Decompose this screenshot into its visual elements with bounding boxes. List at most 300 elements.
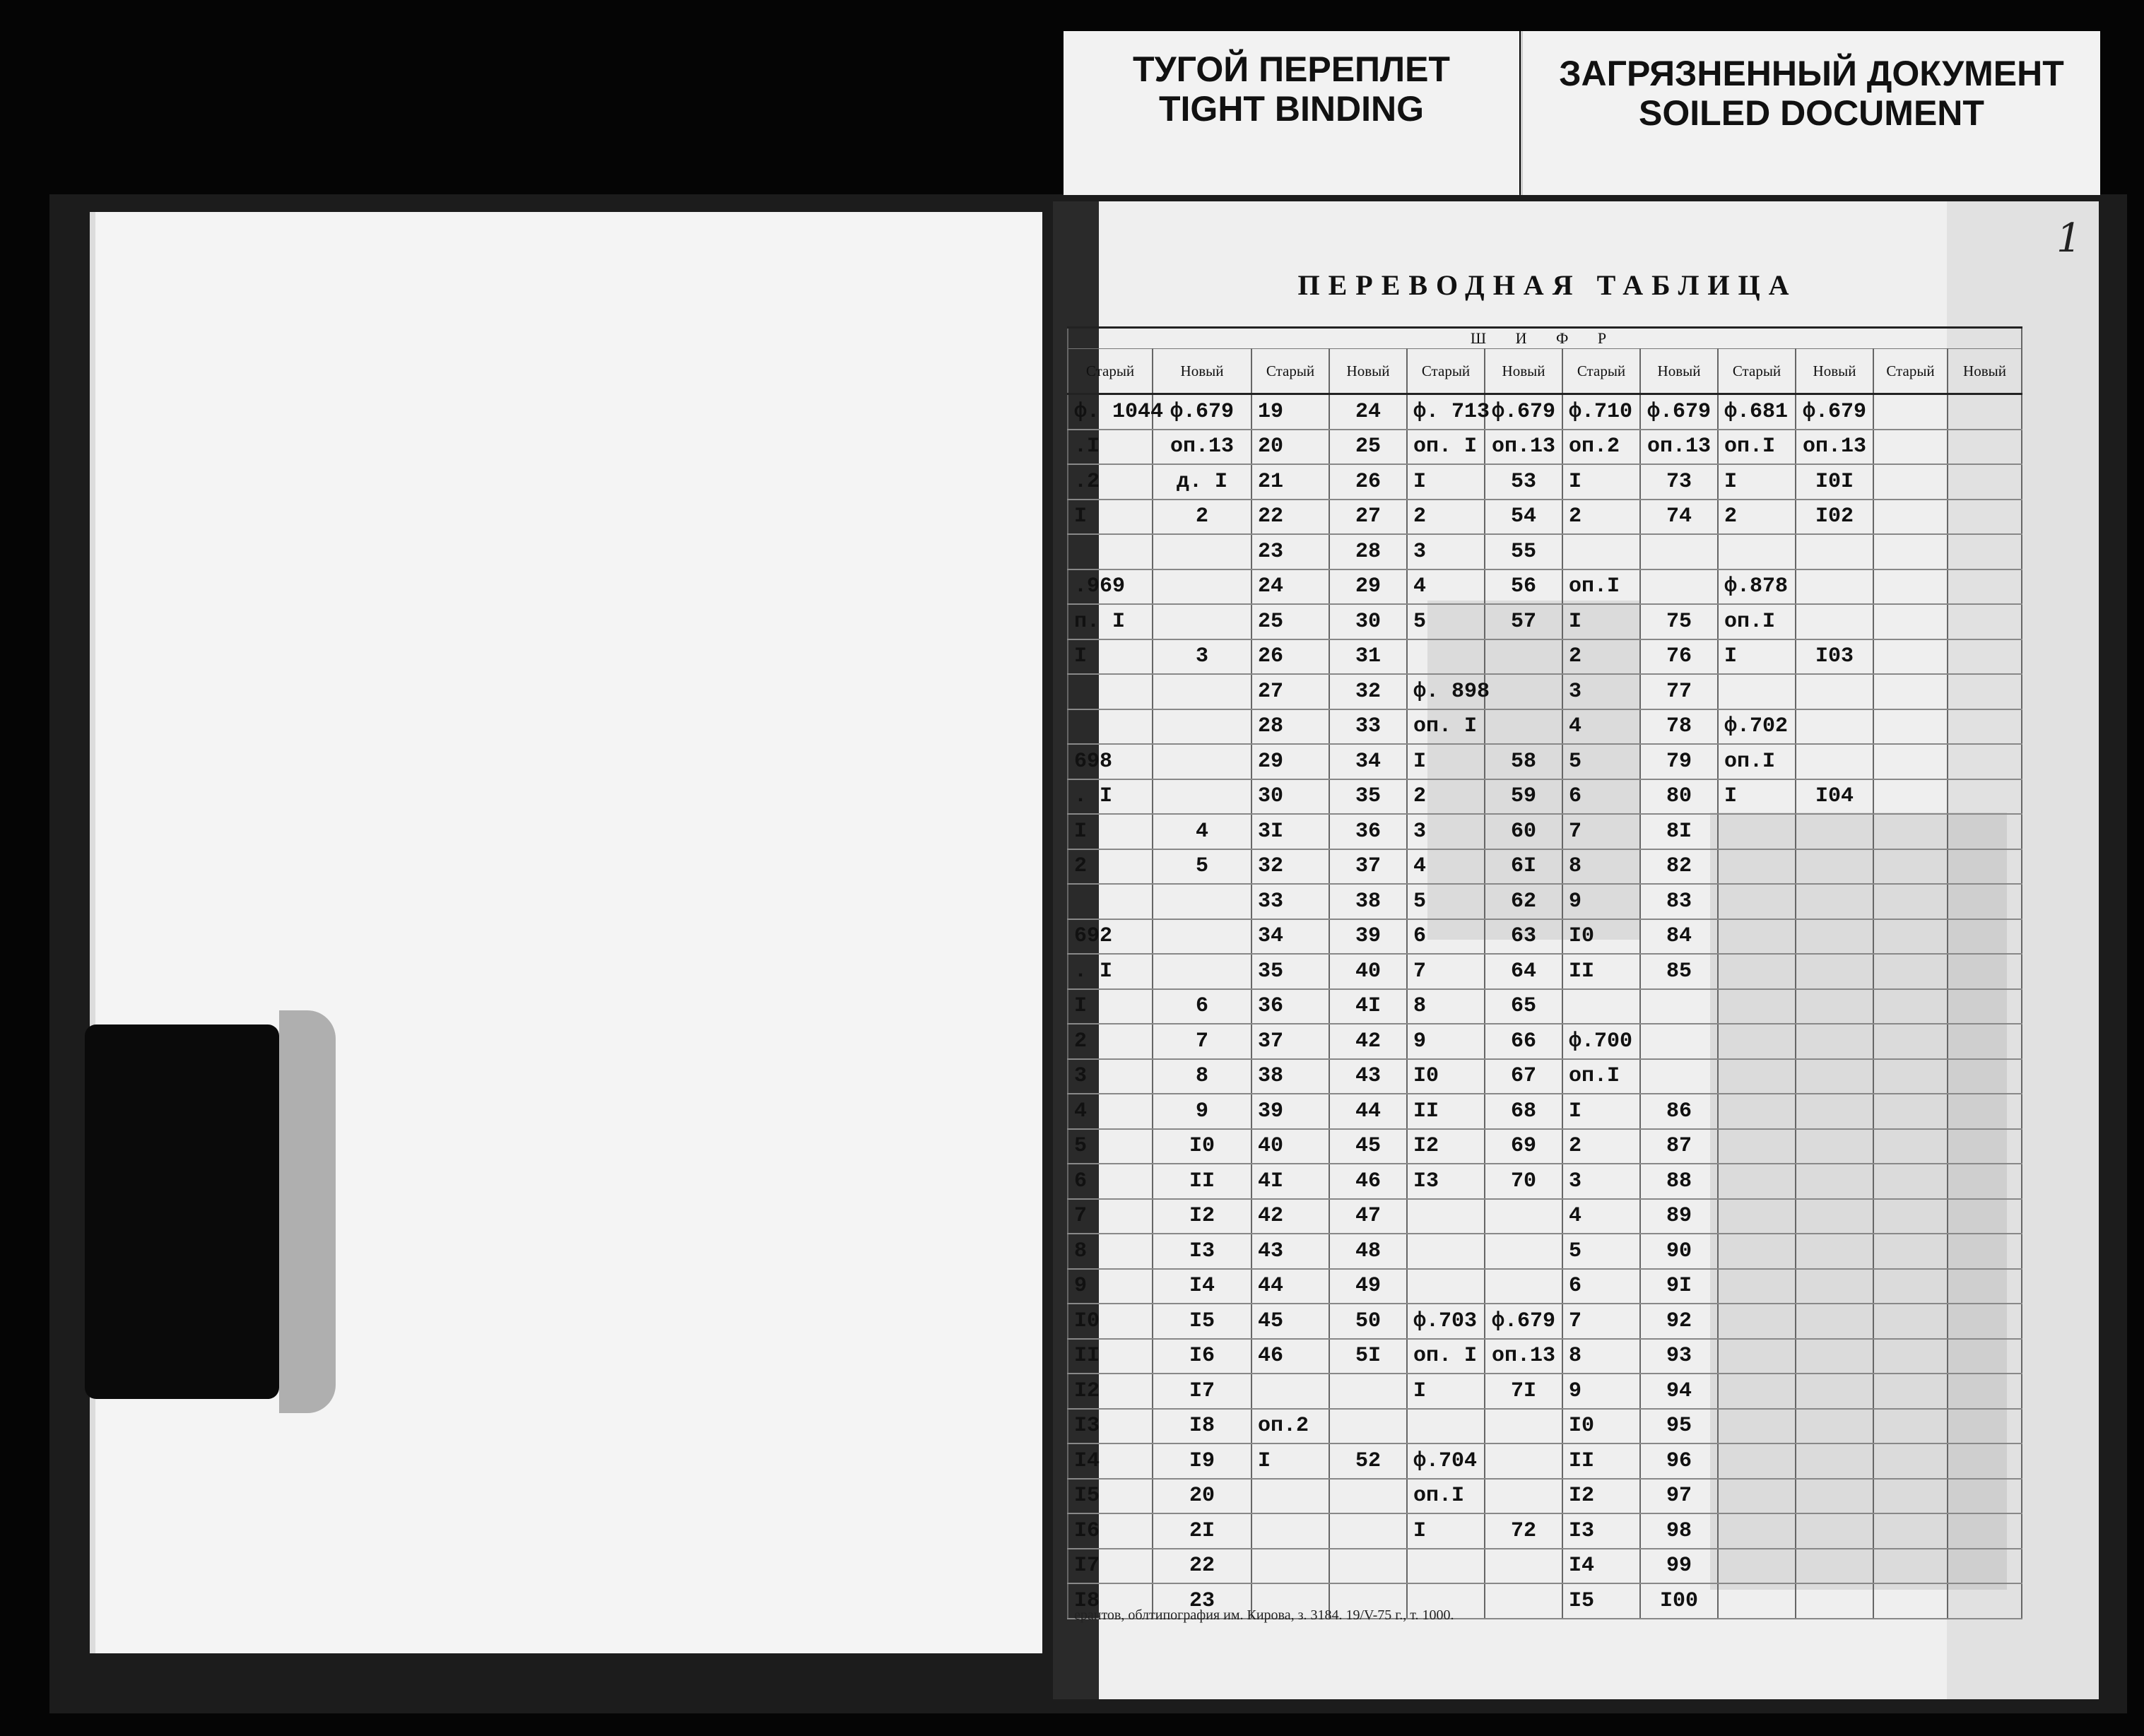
new-cipher-cell: 26 — [1329, 464, 1407, 500]
old-cipher-cell: 4I — [1251, 1164, 1329, 1199]
old-cipher-cell: 5 — [1407, 884, 1485, 919]
new-cipher-cell — [1796, 1269, 1873, 1304]
new-cipher-cell — [1948, 989, 2022, 1025]
new-cipher-cell: 6 — [1153, 989, 1251, 1025]
old-cipher-cell — [1873, 1583, 1948, 1619]
new-cipher-cell: оп.13 — [1153, 430, 1251, 465]
table-row — [1068, 1164, 2022, 1199]
new-cipher-cell — [1329, 1513, 1407, 1549]
old-cipher-cell: 2 — [1562, 500, 1640, 535]
column-header-old: Старый — [1251, 349, 1329, 394]
new-cipher-cell — [1796, 1549, 1873, 1584]
old-cipher-cell — [1873, 919, 1948, 955]
new-cipher-cell: 4 — [1153, 814, 1251, 849]
old-cipher-cell — [1718, 1129, 1796, 1164]
table-body — [1068, 394, 2022, 1619]
new-cipher-cell: 70 — [1485, 1164, 1562, 1199]
old-cipher-cell: ф.704 — [1407, 1443, 1485, 1479]
old-cipher-cell: 44 — [1251, 1269, 1329, 1304]
new-cipher-cell: 24 — [1329, 394, 1407, 430]
new-cipher-cell — [1485, 1479, 1562, 1514]
page-number: 1 — [2056, 215, 2082, 261]
new-cipher-cell: 25 — [1329, 430, 1407, 465]
new-cipher-cell — [1485, 1583, 1562, 1619]
old-cipher-cell: I0 — [1068, 1304, 1153, 1339]
new-cipher-cell: 52 — [1329, 1443, 1407, 1479]
new-cipher-cell — [1796, 1129, 1873, 1164]
new-cipher-cell — [1796, 744, 1873, 779]
table-row — [1068, 1443, 2022, 1479]
new-cipher-cell: 20 — [1153, 1479, 1251, 1514]
column-header-new: Новый — [1329, 349, 1407, 394]
new-cipher-cell — [1948, 1059, 2022, 1094]
old-cipher-cell — [1718, 1549, 1796, 1584]
old-cipher-cell: 7 — [1068, 1199, 1153, 1234]
old-cipher-cell — [1068, 534, 1153, 569]
new-cipher-cell — [1640, 989, 1718, 1025]
new-cipher-cell — [1485, 1443, 1562, 1479]
column-header-row — [1068, 349, 2022, 394]
new-cipher-cell: 75 — [1640, 604, 1718, 639]
tight-binding-en: TIGHT BINDING — [1159, 89, 1424, 129]
old-cipher-cell: оп. I — [1407, 1339, 1485, 1374]
old-cipher-cell — [1873, 569, 1948, 605]
new-cipher-cell — [1796, 1304, 1873, 1339]
column-header-old: Старый — [1407, 349, 1485, 394]
new-cipher-cell: 50 — [1329, 1304, 1407, 1339]
new-cipher-cell: I00 — [1640, 1583, 1718, 1619]
new-cipher-cell: 79 — [1640, 744, 1718, 779]
old-cipher-cell: 5 — [1407, 604, 1485, 639]
old-cipher-cell — [1873, 394, 1948, 430]
old-cipher-cell: 2 — [1068, 1024, 1153, 1059]
new-cipher-cell — [1796, 1339, 1873, 1374]
new-cipher-cell: 22 — [1153, 1549, 1251, 1584]
old-cipher-cell: II — [1562, 954, 1640, 989]
blank-left-page — [95, 212, 1042, 1653]
new-cipher-cell: 78 — [1640, 709, 1718, 745]
old-cipher-cell — [1873, 674, 1948, 709]
new-cipher-cell — [1948, 814, 2022, 849]
old-cipher-cell — [1873, 1129, 1948, 1164]
new-cipher-cell: 94 — [1640, 1374, 1718, 1409]
old-cipher-cell — [1873, 604, 1948, 639]
new-cipher-cell: 2 — [1153, 500, 1251, 535]
new-cipher-cell: 9 — [1153, 1094, 1251, 1129]
new-cipher-cell: 39 — [1329, 919, 1407, 955]
old-cipher-cell: 39 — [1251, 1094, 1329, 1129]
old-cipher-cell — [1718, 1583, 1796, 1619]
old-cipher-cell: 32 — [1251, 849, 1329, 885]
old-cipher-cell: 26 — [1251, 639, 1329, 675]
old-cipher-cell: оп.I — [1562, 569, 1640, 605]
old-cipher-cell: оп. I — [1407, 709, 1485, 745]
old-cipher-cell — [1407, 1549, 1485, 1584]
new-cipher-cell: д. I — [1153, 464, 1251, 500]
new-cipher-cell: 95 — [1640, 1409, 1718, 1444]
new-cipher-cell: 4I — [1329, 989, 1407, 1025]
new-cipher-cell: 35 — [1329, 779, 1407, 815]
new-cipher-cell: ф.679 — [1796, 394, 1873, 430]
new-cipher-cell — [1948, 884, 2022, 919]
table-row — [1068, 954, 2022, 989]
old-cipher-cell — [1718, 1304, 1796, 1339]
new-cipher-cell — [1640, 1024, 1718, 1059]
new-cipher-cell: 84 — [1640, 919, 1718, 955]
table-row — [1068, 1129, 2022, 1164]
soiled-document-en: SOILED DOCUMENT — [1639, 93, 1984, 133]
old-cipher-cell: ф. 898 — [1407, 674, 1485, 709]
new-cipher-cell: 8 — [1153, 1059, 1251, 1094]
old-cipher-cell — [1873, 1374, 1948, 1409]
tight-binding-ru: ТУГОЙ ПЕРЕПЛЕТ — [1133, 49, 1450, 89]
old-cipher-cell: 5 — [1068, 1129, 1153, 1164]
old-cipher-cell: I0 — [1562, 919, 1640, 955]
table-row — [1068, 1479, 2022, 1514]
new-cipher-cell: 74 — [1640, 500, 1718, 535]
new-cipher-cell — [1485, 1409, 1562, 1444]
old-cipher-cell: II — [1562, 1443, 1640, 1479]
new-cipher-cell: 90 — [1640, 1234, 1718, 1269]
new-cipher-cell: оп.13 — [1485, 430, 1562, 465]
table-row — [1068, 1409, 2022, 1444]
new-cipher-cell — [1485, 1234, 1562, 1269]
new-cipher-cell — [1948, 1304, 2022, 1339]
new-cipher-cell: 48 — [1329, 1234, 1407, 1269]
new-cipher-cell — [1153, 744, 1251, 779]
new-cipher-cell — [1153, 954, 1251, 989]
table-row — [1068, 744, 2022, 779]
old-cipher-cell: 9 — [1407, 1024, 1485, 1059]
new-cipher-cell: 54 — [1485, 500, 1562, 535]
column-header-new: Новый — [1485, 349, 1562, 394]
old-cipher-cell — [1718, 1234, 1796, 1269]
old-cipher-cell: 40 — [1251, 1129, 1329, 1164]
new-cipher-cell — [1153, 709, 1251, 745]
old-cipher-cell: I2 — [1562, 1479, 1640, 1514]
old-cipher-cell: 27 — [1251, 674, 1329, 709]
old-cipher-cell: 9 — [1562, 1374, 1640, 1409]
old-cipher-cell — [1873, 779, 1948, 815]
old-cipher-cell — [1718, 849, 1796, 885]
new-cipher-cell: ф.679 — [1640, 394, 1718, 430]
new-cipher-cell — [1796, 1479, 1873, 1514]
old-cipher-cell: I — [1718, 464, 1796, 500]
new-cipher-cell: 55 — [1485, 534, 1562, 569]
new-cipher-cell: 73 — [1640, 464, 1718, 500]
column-header-old: Старый — [1718, 349, 1796, 394]
old-cipher-cell: I — [1251, 1443, 1329, 1479]
new-cipher-cell: 66 — [1485, 1024, 1562, 1059]
old-cipher-cell — [1873, 1234, 1948, 1269]
old-cipher-cell: ф.878 — [1718, 569, 1796, 605]
new-cipher-cell: 42 — [1329, 1024, 1407, 1059]
new-cipher-cell: 32 — [1329, 674, 1407, 709]
new-cipher-cell: ф.679 — [1153, 394, 1251, 430]
new-cipher-cell — [1948, 1339, 2022, 1374]
new-cipher-cell — [1948, 1199, 2022, 1234]
old-cipher-cell: 25 — [1251, 604, 1329, 639]
new-cipher-cell: 30 — [1329, 604, 1407, 639]
old-cipher-cell: оп.2 — [1251, 1409, 1329, 1444]
new-cipher-cell: 99 — [1640, 1549, 1718, 1584]
table-row — [1068, 1374, 2022, 1409]
old-cipher-cell: 42 — [1251, 1199, 1329, 1234]
old-cipher-cell: 9 — [1068, 1269, 1153, 1304]
table-row — [1068, 1549, 2022, 1584]
new-cipher-cell: 46 — [1329, 1164, 1407, 1199]
new-cipher-cell — [1948, 674, 2022, 709]
old-cipher-cell — [1873, 849, 1948, 885]
old-cipher-cell — [1407, 1199, 1485, 1234]
old-cipher-cell — [1718, 1339, 1796, 1374]
table-row — [1068, 884, 2022, 919]
new-cipher-cell — [1948, 1549, 2022, 1584]
old-cipher-cell: оп.I — [1718, 430, 1796, 465]
new-cipher-cell — [1948, 1129, 2022, 1164]
old-cipher-cell: I — [1562, 1094, 1640, 1129]
old-cipher-cell: 8 — [1562, 1339, 1640, 1374]
new-cipher-cell: 7I — [1485, 1374, 1562, 1409]
new-cipher-cell — [1948, 779, 2022, 815]
new-cipher-cell: I0I — [1796, 464, 1873, 500]
new-cipher-cell: 44 — [1329, 1094, 1407, 1129]
new-cipher-cell — [1796, 1199, 1873, 1234]
soiled-document-label — [1521, 31, 2100, 195]
new-cipher-cell — [1796, 1164, 1873, 1199]
old-cipher-cell: 33 — [1251, 884, 1329, 919]
new-cipher-cell — [1948, 1443, 2022, 1479]
old-cipher-cell — [1718, 884, 1796, 919]
table-row — [1068, 464, 2022, 500]
new-cipher-cell: 88 — [1640, 1164, 1718, 1199]
old-cipher-cell: 46 — [1251, 1339, 1329, 1374]
old-cipher-cell — [1873, 1549, 1948, 1584]
old-cipher-cell: 7 — [1562, 1304, 1640, 1339]
new-cipher-cell: 31 — [1329, 639, 1407, 675]
new-cipher-cell: 47 — [1329, 1199, 1407, 1234]
new-cipher-cell — [1948, 849, 2022, 885]
old-cipher-cell — [1873, 430, 1948, 465]
clip-shadow — [279, 1010, 336, 1413]
new-cipher-cell — [1948, 744, 2022, 779]
old-cipher-cell: I — [1718, 639, 1796, 675]
new-cipher-cell — [1948, 1234, 2022, 1269]
new-cipher-cell: 7 — [1153, 1024, 1251, 1059]
old-cipher-cell — [1873, 1339, 1948, 1374]
new-cipher-cell: 56 — [1485, 569, 1562, 605]
new-cipher-cell — [1948, 534, 2022, 569]
old-cipher-cell: 3 — [1407, 534, 1485, 569]
old-cipher-cell: 6 — [1562, 779, 1640, 815]
new-cipher-cell: 58 — [1485, 744, 1562, 779]
old-cipher-cell: I2 — [1068, 1374, 1153, 1409]
table-row — [1068, 500, 2022, 535]
new-cipher-cell — [1948, 1164, 2022, 1199]
old-cipher-cell: I — [1562, 464, 1640, 500]
old-cipher-cell — [1873, 1199, 1948, 1234]
new-cipher-cell — [1796, 709, 1873, 745]
group-header-cipher: Ш И Ф Р — [1068, 328, 2022, 349]
conversion-table — [1067, 326, 2022, 1619]
tight-binding-label — [1064, 31, 1519, 195]
document-title: ПЕРЕВОДНАЯ ТАБЛИЦА — [1297, 269, 1798, 301]
new-cipher-cell: I5 — [1153, 1304, 1251, 1339]
old-cipher-cell — [1718, 989, 1796, 1025]
old-cipher-cell: оп.I — [1718, 604, 1796, 639]
new-cipher-cell — [1796, 1024, 1873, 1059]
new-cipher-cell — [1796, 1443, 1873, 1479]
old-cipher-cell: I — [1562, 604, 1640, 639]
new-cipher-cell — [1796, 989, 1873, 1025]
old-cipher-cell: ф. 1044 — [1068, 394, 1153, 430]
new-cipher-cell: 5I — [1329, 1339, 1407, 1374]
new-cipher-cell — [1948, 500, 2022, 535]
table-row — [1068, 1234, 2022, 1269]
new-cipher-cell — [1640, 569, 1718, 605]
new-cipher-cell: 64 — [1485, 954, 1562, 989]
old-cipher-cell: .I — [1068, 430, 1153, 465]
new-cipher-cell — [1485, 709, 1562, 745]
new-cipher-cell: I3 — [1153, 1234, 1251, 1269]
old-cipher-cell: п. I — [1068, 604, 1153, 639]
old-cipher-cell: I7 — [1068, 1549, 1153, 1584]
table-row — [1068, 989, 2022, 1025]
new-cipher-cell — [1796, 1583, 1873, 1619]
old-cipher-cell: I — [1068, 989, 1153, 1025]
new-cipher-cell — [1153, 674, 1251, 709]
new-cipher-cell: 59 — [1485, 779, 1562, 815]
new-cipher-cell: I9 — [1153, 1443, 1251, 1479]
old-cipher-cell: 4 — [1407, 849, 1485, 885]
new-cipher-cell: 43 — [1329, 1059, 1407, 1094]
old-cipher-cell: I4 — [1068, 1443, 1153, 1479]
new-cipher-cell: 8I — [1640, 814, 1718, 849]
soiled-document-ru: ЗАГРЯЗНЕННЫЙ ДОКУМЕНТ — [1559, 54, 2064, 93]
new-cipher-cell: 40 — [1329, 954, 1407, 989]
new-cipher-cell — [1948, 569, 2022, 605]
old-cipher-cell — [1873, 464, 1948, 500]
old-cipher-cell — [1068, 709, 1153, 745]
new-cipher-cell: 37 — [1329, 849, 1407, 885]
new-cipher-cell: I6 — [1153, 1339, 1251, 1374]
old-cipher-cell: I — [1068, 639, 1153, 675]
new-cipher-cell: 63 — [1485, 919, 1562, 955]
old-cipher-cell: 19 — [1251, 394, 1329, 430]
old-cipher-cell: 36 — [1251, 989, 1329, 1025]
old-cipher-cell: 5 — [1562, 744, 1640, 779]
new-cipher-cell: 82 — [1640, 849, 1718, 885]
old-cipher-cell — [1562, 989, 1640, 1025]
old-cipher-cell: . I — [1068, 954, 1153, 989]
print-imprint: ерантов, облтипография им. Кирова, з. 3184. 19/V-75 г., т. 1000. — [1074, 1607, 1454, 1623]
new-cipher-cell — [1485, 674, 1562, 709]
table-row — [1068, 849, 2022, 885]
old-cipher-cell: 8 — [1562, 849, 1640, 885]
old-cipher-cell — [1407, 1234, 1485, 1269]
old-cipher-cell: 45 — [1251, 1304, 1329, 1339]
old-cipher-cell: 23 — [1251, 534, 1329, 569]
old-cipher-cell: 2 — [1718, 500, 1796, 535]
new-cipher-cell: 36 — [1329, 814, 1407, 849]
old-cipher-cell: I0 — [1562, 1409, 1640, 1444]
old-cipher-cell — [1718, 534, 1796, 569]
old-cipher-cell: . I — [1068, 779, 1153, 815]
new-cipher-cell — [1948, 604, 2022, 639]
table-row — [1068, 674, 2022, 709]
new-cipher-cell: оп.13 — [1640, 430, 1718, 465]
new-cipher-cell: 92 — [1640, 1304, 1718, 1339]
old-cipher-cell: 2 — [1562, 1129, 1640, 1164]
old-cipher-cell: II — [1407, 1094, 1485, 1129]
new-cipher-cell: 69 — [1485, 1129, 1562, 1164]
new-cipher-cell: 29 — [1329, 569, 1407, 605]
column-header-new: Новый — [1640, 349, 1718, 394]
old-cipher-cell: 3I — [1251, 814, 1329, 849]
table-row — [1068, 430, 2022, 465]
old-cipher-cell: I3 — [1068, 1409, 1153, 1444]
new-cipher-cell: 96 — [1640, 1443, 1718, 1479]
table-row — [1068, 1269, 2022, 1304]
old-cipher-cell: 35 — [1251, 954, 1329, 989]
old-cipher-cell: 8 — [1407, 989, 1485, 1025]
old-cipher-cell — [1251, 1513, 1329, 1549]
new-cipher-cell — [1796, 1094, 1873, 1129]
new-cipher-cell: 87 — [1640, 1129, 1718, 1164]
new-cipher-cell — [1796, 1374, 1873, 1409]
old-cipher-cell: 2 — [1562, 639, 1640, 675]
old-cipher-cell: 692 — [1068, 919, 1153, 955]
new-cipher-cell: 28 — [1329, 534, 1407, 569]
old-cipher-cell: 3 — [1068, 1059, 1153, 1094]
new-cipher-cell: 89 — [1640, 1199, 1718, 1234]
old-cipher-cell: 29 — [1251, 744, 1329, 779]
new-cipher-cell: 72 — [1485, 1513, 1562, 1549]
new-cipher-cell — [1153, 884, 1251, 919]
old-cipher-cell: I — [1407, 744, 1485, 779]
new-cipher-cell — [1796, 534, 1873, 569]
old-cipher-cell: I — [1068, 814, 1153, 849]
old-cipher-cell — [1718, 954, 1796, 989]
new-cipher-cell — [1485, 1549, 1562, 1584]
table-row — [1068, 1304, 2022, 1339]
old-cipher-cell: I8 — [1068, 1583, 1153, 1619]
old-cipher-cell: .969 — [1068, 569, 1153, 605]
new-cipher-cell — [1153, 919, 1251, 955]
new-cipher-cell: 23 — [1153, 1583, 1251, 1619]
old-cipher-cell: I6 — [1068, 1513, 1153, 1549]
table-row — [1068, 1339, 2022, 1374]
old-cipher-cell: 4 — [1068, 1094, 1153, 1129]
old-cipher-cell: оп.I — [1407, 1479, 1485, 1514]
new-cipher-cell: оп.13 — [1796, 430, 1873, 465]
old-cipher-cell — [1873, 1409, 1948, 1444]
table-row — [1068, 709, 2022, 745]
new-cipher-cell — [1329, 1479, 1407, 1514]
old-cipher-cell: 43 — [1251, 1234, 1329, 1269]
old-cipher-cell — [1718, 1199, 1796, 1234]
new-cipher-cell — [1485, 1199, 1562, 1234]
old-cipher-cell — [1718, 1479, 1796, 1514]
new-cipher-cell — [1796, 849, 1873, 885]
old-cipher-cell — [1873, 534, 1948, 569]
new-cipher-cell: 53 — [1485, 464, 1562, 500]
column-header-old: Старый — [1873, 349, 1948, 394]
new-cipher-cell: 57 — [1485, 604, 1562, 639]
old-cipher-cell: 4 — [1562, 1199, 1640, 1234]
old-cipher-cell: I — [1068, 500, 1153, 535]
old-cipher-cell — [1718, 1059, 1796, 1094]
